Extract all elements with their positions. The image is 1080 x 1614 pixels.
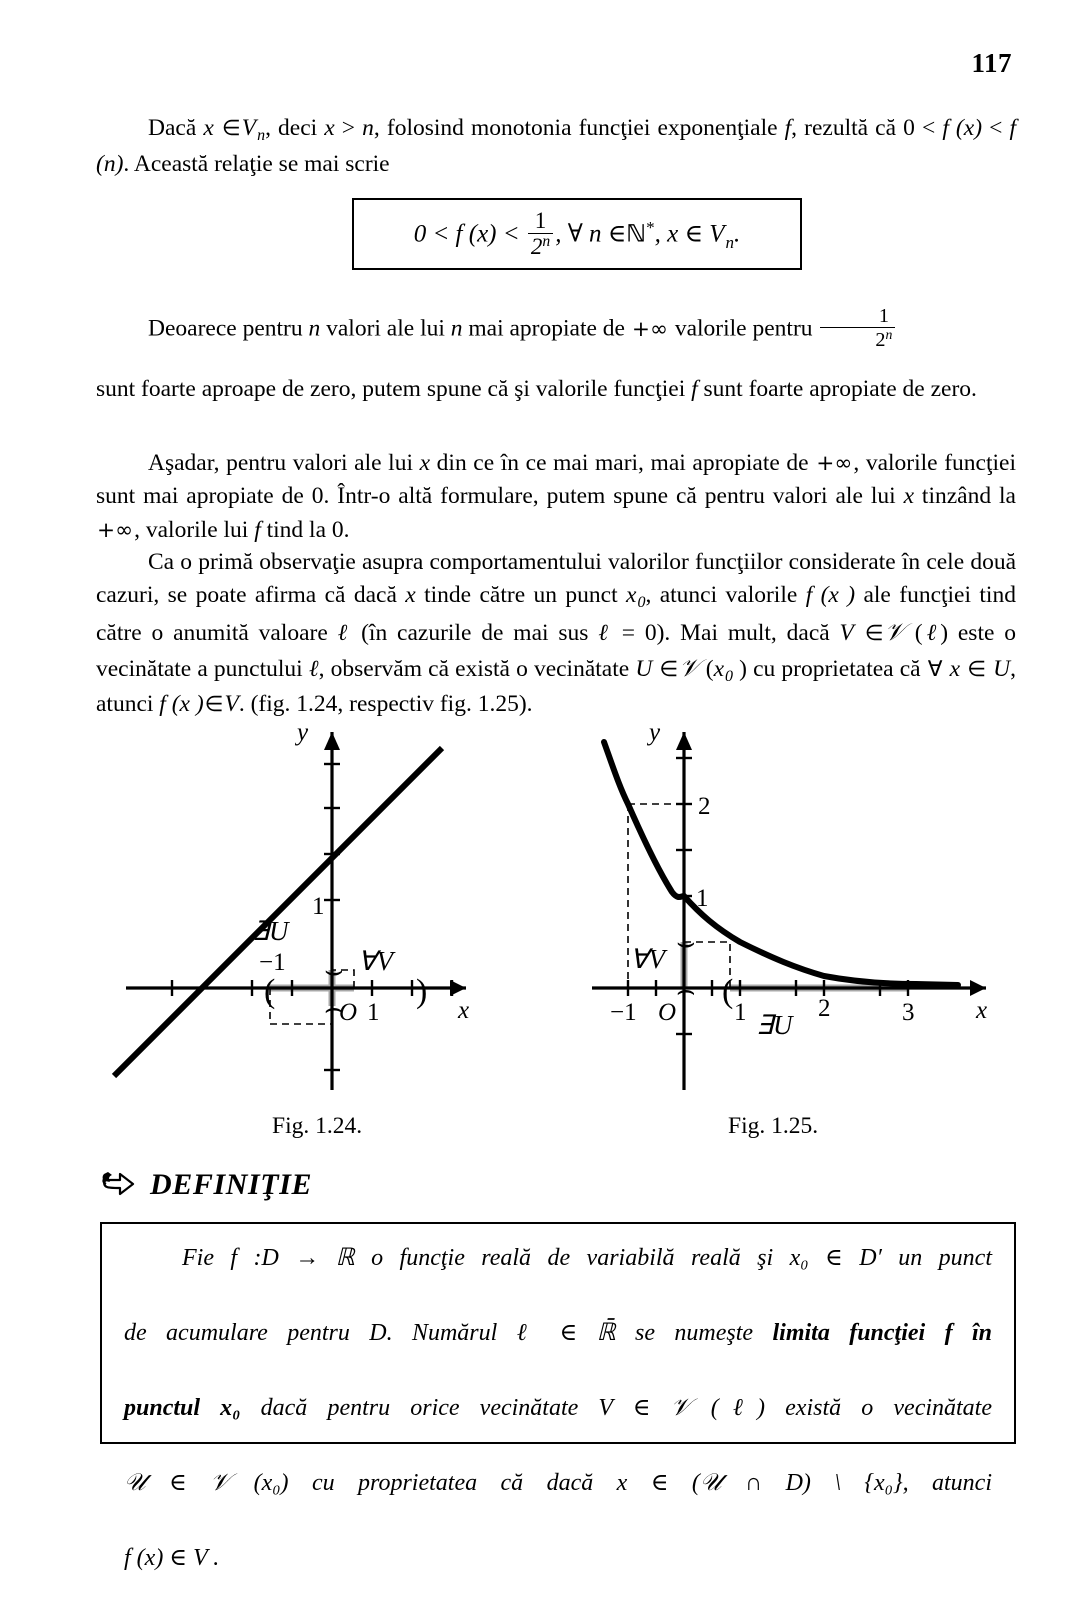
exists-u-label-1-25: ∃U bbox=[756, 1010, 794, 1040]
var-f: f bbox=[785, 115, 792, 141]
p4-seg-i: cu proprietatea că bbox=[747, 656, 927, 682]
dashed-guide-lower bbox=[270, 988, 332, 1024]
var-x0: x bbox=[626, 582, 636, 608]
expr-fx-3: f (x ) bbox=[159, 691, 203, 717]
u-bracket-open-1-25: ( bbox=[722, 973, 733, 1010]
in-symbol-3: ∈ bbox=[658, 657, 679, 682]
formula-mid: , ∀ n ∈ bbox=[555, 221, 626, 248]
y-axis-label-1-24: y bbox=[294, 719, 309, 746]
boxed-formula-expression bbox=[414, 209, 741, 258]
p4-seg-d: ale funcţiei tind către o anumită valoare bbox=[96, 582, 1016, 646]
paragraph-2-line-2 bbox=[96, 374, 1016, 405]
var-x0-2: x bbox=[714, 656, 724, 682]
fraction-denominator bbox=[528, 233, 553, 259]
var-n: n bbox=[362, 115, 374, 141]
var-V: V bbox=[242, 115, 256, 141]
paragraph-1-text bbox=[96, 112, 1016, 181]
p4-seg-b: tinde către un punct bbox=[416, 582, 626, 608]
x-tick-label-1-1-25: 1 bbox=[734, 999, 747, 1026]
forall-symbol: ∀ bbox=[927, 657, 944, 682]
y-tick-label-1-1-25: 1 bbox=[696, 885, 709, 912]
p4-seg-j: , atunci bbox=[96, 656, 1016, 718]
p4-seg-k: . (fig. 1.24, respectiv fig. 1.25). bbox=[239, 691, 533, 717]
x-tick-label-neg1-1-24: −1 bbox=[259, 949, 286, 976]
definition-title: DEFINIŢIE bbox=[150, 1168, 312, 1202]
definition-line-3-bold: punctul x₀ bbox=[124, 1395, 241, 1421]
var-V-2: V bbox=[840, 620, 854, 646]
p1-lt: < bbox=[982, 115, 1009, 141]
formula-right: , x ∈ V bbox=[655, 221, 725, 248]
p1-seg-e: , rezultă că 0 < bbox=[791, 115, 942, 141]
script-V-symbol-2: 𝒱 bbox=[679, 653, 699, 682]
p1-seg-end: . Această relaţie se mai scrie bbox=[123, 151, 389, 177]
plus-infinity-symbol: +∞ bbox=[631, 317, 669, 342]
forall-v-label-1-24: ∀V bbox=[358, 946, 396, 976]
figure-1-25 bbox=[592, 719, 987, 1090]
definition-line-3-plain: dacă pentru orice vecinătate V ∈ 𝒱 (ℓ) există o vecinătate bbox=[241, 1395, 992, 1421]
figures-svg bbox=[96, 718, 1016, 1118]
inline-denominator-exponent: n bbox=[886, 327, 893, 342]
var-x-2: x bbox=[324, 115, 334, 141]
boxed-formula bbox=[352, 198, 802, 270]
fraction-one-over-two-n-inline bbox=[820, 306, 895, 350]
p3-seg-a: Aşadar, pentru valori ale lui bbox=[148, 450, 420, 476]
paragraph-2 bbox=[96, 306, 1016, 405]
y-axis-arrowhead-1-24 bbox=[324, 732, 340, 750]
var-f-3: f bbox=[254, 517, 261, 543]
formula-period: . bbox=[734, 221, 740, 248]
p3-seg-f: tind la 0. bbox=[261, 517, 350, 543]
ell-symbol: ℓ bbox=[338, 620, 352, 646]
x-tick-label-1-1-24: 1 bbox=[367, 999, 380, 1026]
p4-seg-e: (în cazurile de mai sus bbox=[351, 620, 598, 646]
p2-seg-b: valori ale lui bbox=[320, 316, 451, 342]
definition-box bbox=[100, 1222, 1016, 1444]
y-tick-label-1-1-24: 1 bbox=[312, 893, 325, 920]
x-tick-label-neg1-1-25: −1 bbox=[610, 999, 637, 1026]
in-symbol-5: ∈ bbox=[204, 692, 225, 717]
var-V-3: V bbox=[225, 691, 239, 717]
inline-fraction-numerator: 1 bbox=[820, 306, 895, 327]
p2-seg-e: sunt foarte aproape de zero, putem spune că şi valorile funcţiei bbox=[96, 376, 691, 402]
p4-seg-h: , observăm că există o vecinătate bbox=[319, 656, 636, 682]
figure-1-24 bbox=[114, 719, 469, 1090]
ell-symbol-4: ℓ bbox=[309, 656, 319, 682]
blackboard-N: ℕ bbox=[626, 220, 646, 248]
var-n-3: n bbox=[451, 316, 463, 342]
y-tick-label-2-1-25: 2 bbox=[698, 793, 711, 820]
definition-line-2 bbox=[124, 1315, 992, 1390]
inline-denominator-base: 2 bbox=[875, 329, 885, 351]
pointing-hand-icon bbox=[100, 1168, 136, 1202]
p2-seg-a: Deoarece pentru bbox=[148, 316, 308, 342]
plus-infinity-symbol-3: +∞ bbox=[96, 518, 134, 543]
forall-v-label-1-25: ∀V bbox=[630, 944, 668, 974]
paragraph-2-line-1 bbox=[96, 306, 1016, 350]
paragraph-3-text bbox=[96, 447, 1016, 547]
p4-seg-g: este o vecinătate a punctului bbox=[96, 620, 1016, 681]
p3-seg-b: din ce în ce mai mari, mai apropiate de bbox=[430, 450, 815, 476]
var-U: U bbox=[635, 656, 652, 682]
denominator-exponent: n bbox=[542, 233, 550, 250]
p3-seg-e: , valorile lui bbox=[134, 517, 254, 543]
p4-seg-f: = 0). Mai mult, dacă bbox=[612, 620, 840, 646]
paragraph-4-text: Ca o primă observaţie asupra comportamentului valorilor funcţiilor considerate în cele două cazuri, se poate afirma că dacă x tinde către un punct $x_0$, atunci valorile f (x ) ale funcţiei tind către o anumită valoare ℓ (în cazurile de mai sus ℓ = 0). Mai mult, dacă V ∈𝒱 (ℓ) este o vecinătate a punctului ℓ, observăm că există o vecinătate U ∈𝒱 ($x_0$ ) cu proprietatea că ∀ x ∈ U, atunci f (x )∈V. (fig. 1.24, respectiv fig. 1.25). bbox=[96, 546, 1016, 722]
expr-fx: f (x) bbox=[942, 115, 982, 141]
p1-seg-c: > bbox=[335, 115, 362, 141]
v-bracket-bottom-1-25: ⌢ bbox=[676, 974, 696, 1007]
y-axis-arrowhead-1-25 bbox=[676, 732, 692, 750]
var-x-3: x bbox=[420, 450, 430, 476]
p1-seg-b: , deci bbox=[265, 115, 324, 141]
u-bracket-open-1-24: ( bbox=[264, 973, 275, 1010]
v-bracket-top-1-24: ⌣ bbox=[324, 954, 344, 987]
definition-line-4: 𝒰 ∈ 𝒱 (x₀) cu proprietatea că dacă x ∈ (𝒰 ∩ D) \ {x₀}, atunci bbox=[124, 1465, 992, 1540]
ell-symbol-3: ℓ bbox=[923, 620, 941, 646]
var-f-2: f bbox=[691, 376, 698, 402]
p4-seg-c: , atunci valorile bbox=[645, 582, 805, 608]
paragraph-1 bbox=[96, 112, 1016, 181]
p3-seg-d: tinzând la bbox=[914, 483, 1016, 509]
y-axis-label-1-25: y bbox=[646, 719, 661, 746]
paragraph-3 bbox=[96, 447, 1016, 547]
inline-fraction-denominator bbox=[820, 327, 895, 351]
in-symbol-2: ∈ bbox=[864, 621, 885, 646]
fraction-one-over-two-n bbox=[528, 209, 553, 258]
p2-seg-d: valorile pentru bbox=[669, 316, 818, 342]
plus-infinity-symbol-2: +∞ bbox=[815, 451, 853, 476]
figures-container bbox=[96, 718, 1016, 1118]
var-x-4: x bbox=[904, 483, 914, 509]
p2-seg-c: mai apropiate de bbox=[463, 316, 631, 342]
expr-fn: f (n) bbox=[96, 115, 1016, 177]
fraction-numerator: 1 bbox=[528, 209, 553, 232]
var-U-2: U bbox=[993, 656, 1010, 682]
v-bracket-bottom-1-24: ⌢ bbox=[324, 992, 344, 1025]
denominator-base: 2 bbox=[531, 234, 543, 259]
figure-caption-1-25: Fig. 1.25. bbox=[728, 1113, 818, 1140]
p4-seg-a: Ca o primă observaţie asupra comportamentului valorilor funcţiilor considerate în cele două cazuri, se poate afirma că dacă bbox=[96, 549, 1016, 608]
var-x-6: x bbox=[950, 656, 960, 682]
definition-line-2-plain: de acumulare pentru D. Numărul ℓ ∈ ℝ̄ se numeşte bbox=[124, 1320, 772, 1346]
script-V-symbol: 𝒱 bbox=[885, 617, 905, 646]
x-axis-arrowhead-1-25 bbox=[970, 980, 986, 996]
u-bracket-close-1-24: ) bbox=[416, 973, 427, 1010]
var-x0-subscript: 0 bbox=[636, 594, 645, 611]
page-number: 117 bbox=[971, 48, 1012, 79]
formula-right-subscript: n bbox=[725, 233, 735, 252]
figure-caption-1-24: Fig. 1.24. bbox=[272, 1113, 362, 1140]
formula-left: 0 < f (x) < bbox=[414, 221, 526, 248]
in-symbol: ∈ bbox=[221, 116, 242, 141]
x-axis-label-1-25: x bbox=[975, 997, 987, 1024]
var-x0-subscript-2: 0 bbox=[724, 668, 733, 685]
var-V-subscript: n bbox=[256, 127, 265, 144]
definition-line-2-bold: limita funcţiei f în bbox=[772, 1320, 992, 1346]
ell-symbol-2: ℓ bbox=[598, 620, 612, 646]
expr-fx-2: f (x ) bbox=[806, 582, 855, 608]
p2-seg-f: sunt foarte apropiate de zero. bbox=[698, 376, 977, 402]
x-axis-label-1-24: x bbox=[457, 997, 469, 1024]
definition-text bbox=[102, 1224, 1014, 1614]
p1-seg-d: , folosind monotonia funcţiei exponenţiale bbox=[374, 115, 785, 141]
var-x-5: x bbox=[405, 582, 415, 608]
curve-line-1-24 bbox=[114, 748, 442, 1076]
x-tick-label-3-1-25: 3 bbox=[902, 999, 915, 1026]
exists-u-label-1-24: ∃U bbox=[252, 916, 290, 946]
in-symbol-4: ∈ bbox=[966, 657, 987, 682]
v-bracket-top-1-25: ⌣ bbox=[676, 926, 696, 959]
p1-seg-a: Dacă bbox=[148, 115, 203, 141]
definition-heading bbox=[100, 1168, 312, 1202]
definition-line-1: Fie f :D → ℝ o funcţie reală de variabilă reală şi x₀ ∈ D′ un punct bbox=[124, 1240, 992, 1315]
definition-line-3 bbox=[124, 1390, 992, 1465]
paragraph-4 bbox=[96, 546, 1016, 722]
definition-line-5: f (x) ∈ V . bbox=[124, 1540, 992, 1614]
star-superscript: * bbox=[646, 218, 655, 237]
origin-label-1-25: O bbox=[658, 999, 676, 1026]
p3-seg-c: , valorile funcţiei sunt mai apropiate de 0. Într-o altă formulare, putem spune că pentru valori ale lui bbox=[96, 450, 1016, 509]
var-n-2: n bbox=[308, 316, 320, 342]
var-x: x bbox=[203, 115, 213, 141]
x-tick-label-2-1-25: 2 bbox=[818, 995, 831, 1022]
origin-label-1-24: O bbox=[339, 999, 357, 1026]
